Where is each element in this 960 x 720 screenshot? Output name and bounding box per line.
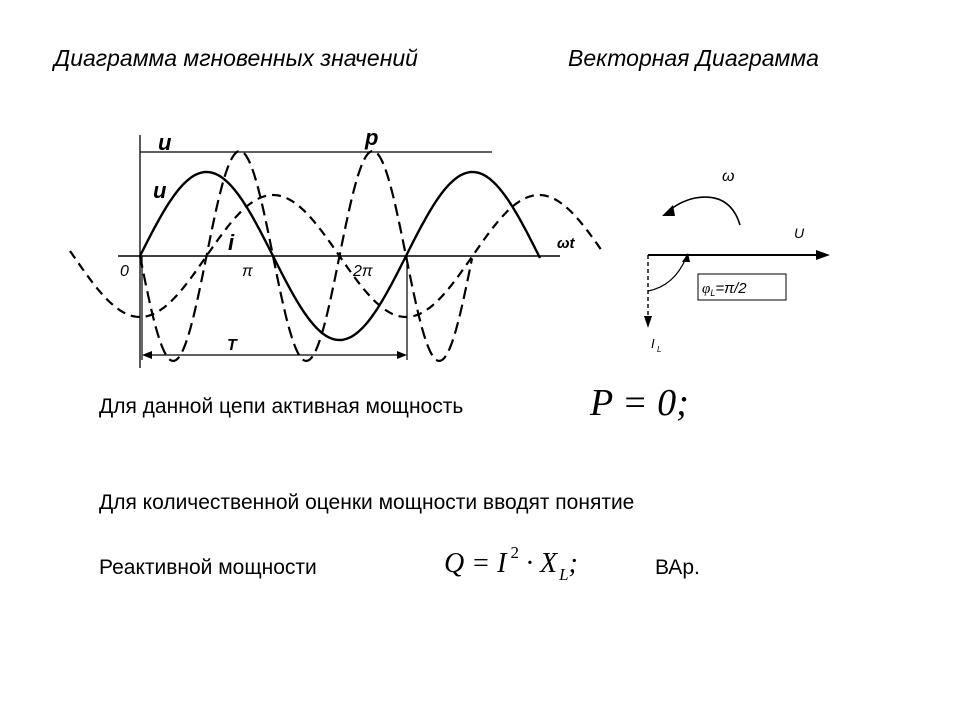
phase-arc — [648, 258, 686, 291]
curve-label-i: i — [228, 230, 235, 255]
omega-label: ω — [722, 168, 735, 185]
reactive-formula-sub: L — [559, 565, 569, 584]
intro-line: Для количественной оценки мощности вводят понятие — [99, 491, 635, 514]
reactive-power-formula — [444, 543, 578, 584]
wave-diagram — [0, 0, 620, 380]
rotation-arrow — [668, 197, 740, 225]
voltage-vector-head — [816, 250, 830, 260]
period-arrow-left-head — [142, 351, 152, 359]
curve-label-u: u — [153, 178, 167, 203]
vector-diagram — [620, 150, 840, 370]
tick-label-2pi: 2π — [353, 263, 373, 280]
voltage-vector-label: U — [794, 225, 805, 241]
reactive-power-unit: ВАр. — [655, 556, 700, 579]
axis-label-wt: ωt — [557, 235, 575, 252]
vector-diagram-title: Векторная Диаграмма — [568, 45, 819, 71]
active-power-label: Для данной цепи активная мощность — [99, 395, 464, 418]
active-power-formula: P = 0; — [590, 382, 689, 424]
curve-label-p: p — [365, 125, 379, 150]
reactive-formula-mid: · X — [518, 548, 558, 579]
period-label: T — [227, 337, 237, 354]
reactive-power-label: Реактивной мощности — [99, 556, 317, 579]
current-vector-head — [644, 316, 652, 328]
reactive-formula-lhs: Q = I — [444, 548, 507, 579]
period-arrow-right-head — [397, 351, 407, 359]
axis-label-u: u — [158, 130, 172, 155]
tick-label-zero: 0 — [120, 263, 129, 280]
current-vector-label: I — [651, 336, 655, 351]
rotation-arrow-head — [662, 205, 675, 216]
current-vector-sub: L — [657, 345, 662, 354]
reactive-formula-end: ; — [568, 548, 578, 579]
phase-label: $\varphi_L=\pi/2$ — [702, 280, 747, 298]
reactive-formula-power: 2 — [510, 543, 519, 562]
wave-diagram-title: Диаграмма мгновенных значений — [54, 45, 418, 71]
tick-label-pi: π — [242, 263, 253, 280]
